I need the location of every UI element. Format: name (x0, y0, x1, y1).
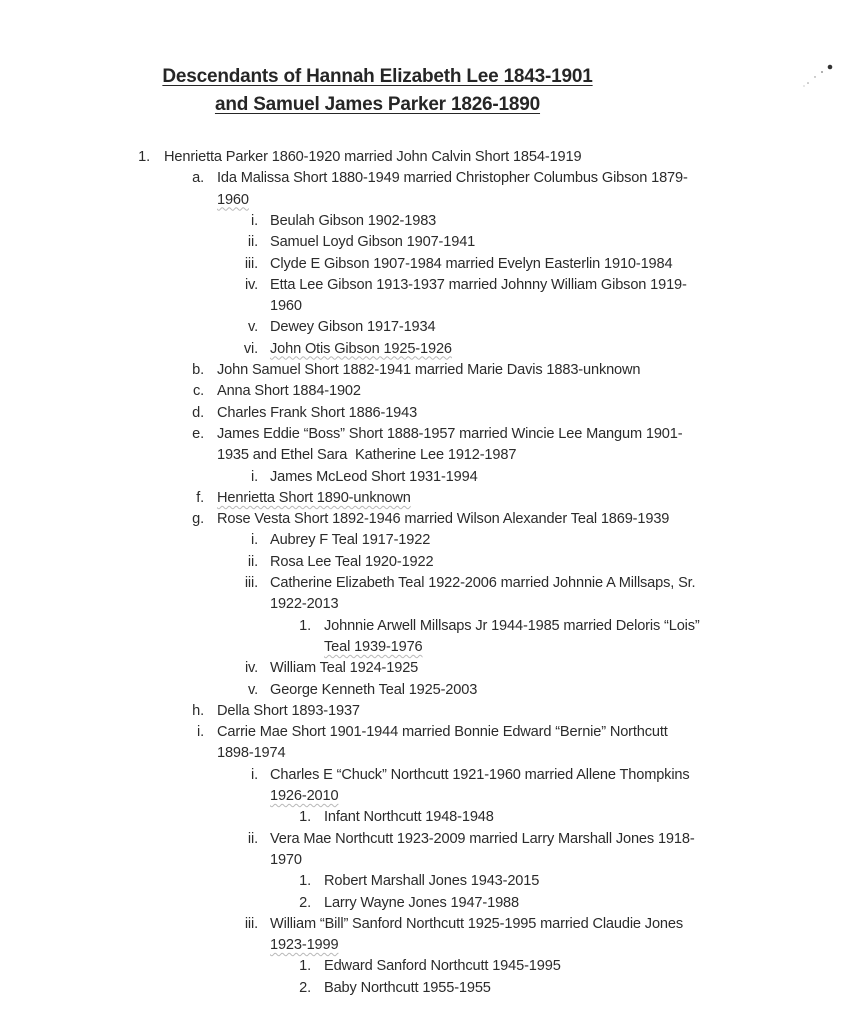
list-item-text: Vera Mae Northcutt 1923-2009 married Larry Marshall Jones 1918- (270, 830, 695, 847)
document-title-line-2: and Samuel James Parker 1826-1890 (214, 94, 541, 115)
list-item-marker: i. (251, 212, 258, 229)
list-item-text: 1922-2013 (270, 596, 339, 613)
list-item-marker: 1. (138, 149, 150, 165)
list-item-marker: iii. (244, 255, 258, 272)
list-item-text: Larry Wayne Jones 1947-1988 (324, 894, 519, 911)
list-item-text: Beulah Gibson 1902-1983 (270, 212, 437, 229)
list-item-marker: i. (251, 766, 258, 783)
list-item-text: Samuel Loyd Gibson 1907-1941 (270, 234, 476, 251)
list-item-marker: d. (192, 404, 204, 421)
list-item-text: 1960 (217, 191, 249, 208)
list-item-text: John Samuel Short 1882-1941 married Marie Davis 1883-unknown (217, 362, 641, 378)
list-item-text: 1935 and Ethel Sara Katherine Lee 1912-1987 (217, 447, 517, 464)
list-item-text: Teal 1939-1976 (324, 638, 423, 655)
list-item-marker: i. (197, 724, 204, 741)
list-item-text: James Eddie “Boss” Short 1888-1957 married Wincie Lee Mangum 1901- (217, 425, 683, 442)
list-item-text: Edward Sanford Northcutt 1945-1995 (324, 958, 561, 975)
list-item-text: 1923-1999 (270, 937, 339, 954)
list-item-text: Robert Marshall Jones 1943-2015 (324, 873, 540, 890)
list-item-text: Rose Vesta Short 1892-1946 married Wilson Alexander Teal 1869-1939 (217, 511, 670, 528)
list-item-text: Henrietta Short 1890-unknown (217, 489, 411, 506)
list-item-text: Aubrey F Teal 1917-1922 (270, 532, 431, 549)
list-item-text: 1926-2010 (270, 787, 339, 804)
list-item-marker: 1. (299, 809, 311, 826)
list-item-marker: h. (192, 702, 204, 719)
list-item-marker: iii. (244, 915, 258, 932)
list-item-text: James McLeod Short 1931-1994 (270, 468, 478, 485)
list-item-text: Ida Malissa Short 1880-1949 married Christopher Columbus Gibson 1879- (217, 170, 688, 187)
list-item-marker: c. (192, 383, 204, 400)
list-item-text: Charles E “Chuck” Northcutt 1921-1960 married Allene Thompkins (270, 766, 690, 783)
list-item-marker: ii. (247, 234, 258, 251)
list-item-marker: vi. (243, 340, 258, 357)
list-item-text: 1970 (270, 851, 302, 868)
list-item-text: Della Short 1893-1937 (217, 702, 360, 719)
list-item-text: Henrietta Parker 1860-1920 married John Calvin Short 1854-1919 (164, 149, 582, 165)
list-item-marker: ii. (247, 553, 258, 570)
list-item-marker: ii. (247, 830, 258, 847)
list-item-marker: e. (192, 425, 204, 442)
list-item-text: John Otis Gibson 1925-1926 (270, 340, 452, 357)
list-item-marker: 2. (299, 979, 311, 996)
list-item-text: Anna Short 1884-1902 (217, 383, 361, 400)
list-item-marker: i. (251, 468, 258, 485)
list-item-text: Johnnie Arwell Millsaps Jr 1944-1985 married Deloris “Lois” (324, 617, 700, 634)
list-item-marker: 2. (299, 894, 311, 911)
list-item-marker: a. (192, 170, 204, 187)
list-item-text: 1960 (270, 298, 302, 315)
list-item-text: Rosa Lee Teal 1920-1922 (270, 553, 434, 570)
list-item-marker: v. (248, 319, 258, 336)
list-item-marker: iv. (244, 660, 258, 677)
list-item-text: William Teal 1924-1925 (270, 660, 419, 677)
list-item-text: 1898-1974 (217, 745, 286, 762)
scan-smudge-mark (800, 62, 840, 92)
list-item-marker: iv. (244, 276, 258, 293)
list-item-marker: 1. (299, 873, 311, 890)
list-item-text: William “Bill” Sanford Northcutt 1925-1995 married Claudie Jones (270, 915, 683, 932)
list-item-marker: 1. (299, 617, 311, 634)
list-item-marker: 1. (299, 958, 311, 975)
list-item-text: Carrie Mae Short 1901-1944 married Bonnie Edward “Bernie” Northcutt (217, 724, 668, 741)
list-item-marker: g. (192, 511, 204, 528)
list-item-text: Catherine Elizabeth Teal 1922-2006 married Johnnie A Millsaps, Sr. (270, 575, 696, 591)
list-item-text: George Kenneth Teal 1925-2003 (270, 681, 478, 698)
document-title-line-1: Descendants of Hannah Elizabeth Lee 1843-1901 (162, 66, 593, 87)
list-item-marker: f. (196, 489, 204, 506)
list-item-marker: iii. (244, 575, 258, 591)
list-item-text: Baby Northcutt 1955-1955 (324, 979, 491, 996)
list-item-text: Etta Lee Gibson 1913-1937 married Johnny William Gibson 1919- (270, 276, 687, 293)
list-item-text: Charles Frank Short 1886-1943 (217, 404, 418, 421)
list-item-marker: i. (251, 532, 258, 549)
list-item-marker: b. (192, 362, 204, 378)
list-item-marker: v. (248, 681, 258, 698)
list-item-text: Dewey Gibson 1917-1934 (270, 319, 436, 336)
list-item-text: Infant Northcutt 1948-1948 (324, 809, 494, 826)
list-item-text: Clyde E Gibson 1907-1984 married Evelyn Easterlin 1910-1984 (270, 255, 673, 272)
